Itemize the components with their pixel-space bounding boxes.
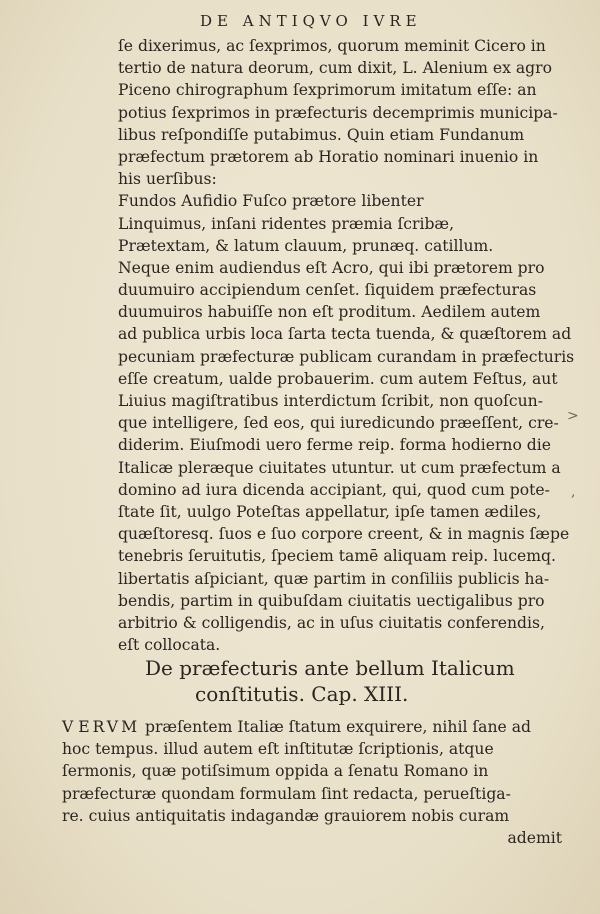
running-head: DE ANTIQVO IVRE (200, 12, 422, 30)
text-line: duumuiros habuiſſe non eſt proditum. Aedilem autem (118, 303, 541, 322)
text-line: eſſe creatum, ualde probauerim. cum autem Feſtus, aut (118, 369, 558, 388)
text-line: que intelligere, ſed eos, qui iuredicundo præeſſent, cre- (118, 414, 559, 433)
text-line: quæſtoresq. ſuos e ſuo corpore creent, & in magnis ſæpe (118, 525, 570, 544)
text-line: Liuius magiſtratibus interdictum ſcribit, non quoſcun- (118, 392, 543, 410)
text-line: præſentem Italiæ ſtatum exquirere, nihil ſane ad (145, 718, 531, 736)
first-line (62, 716, 562, 738)
text-line: re. cuius antiquitatis indagandæ grauiorem nobis curam (62, 806, 510, 825)
chapter-heading-line1: De præfecturis ante bellum Italicum (145, 656, 515, 680)
body-text (118, 35, 575, 656)
text-line: duumuiro accipiendum cenſet. ſiquidem præfecturas (118, 281, 537, 300)
text-line: ad publica urbis loca ſarta tecta tuenda, & quæſtorem ad (118, 325, 572, 344)
text-line: præfecturæ quondam formulam ſint redacta, perueſtiga- (62, 784, 511, 803)
text-line: tertio de natura deorum, cum dixit, L. Alenium ex agro (118, 59, 552, 78)
catchword: ademit (507, 828, 562, 847)
text-line: ſermonis, quæ potiſsimum oppida a ſenatu Romano in (62, 762, 489, 781)
margin-mark: , (571, 484, 576, 500)
chapter-heading-line2: conſtitutis. Cap. XIII. (195, 682, 409, 706)
verse-line: Linquimus, inſani ridentes præmia ſcribæ, (118, 214, 455, 233)
text-line: præfectum prætorem ab Horatio nominari inuenio in (118, 147, 539, 166)
text-line: Piceno chirographum ſexprimorum imitatum eſſe: an (118, 81, 537, 100)
verse-line: Fundos Aufidio Fuſco prætore libenter (118, 192, 424, 211)
text-line: potius ſexprimos in præfecturis decemprimis municipa- (118, 103, 558, 122)
text-line: Neque enim audiendus eſt Acro, qui ibi prætorem pro (118, 258, 545, 277)
verse-line: Prætextam, & latum clauum, prunæq. catillum. (118, 236, 494, 255)
text-line: eſt collocata. (118, 636, 221, 655)
text-line: libus reſpondiſſe putabimus. Quin etiam Fundanum (118, 125, 525, 144)
text-line: pecuniam præfecturæ publicam curandam in præfecturis (118, 347, 575, 366)
text-line: Italicæ pleræque ciuitates utuntur. ut cum præfectum a (118, 458, 561, 477)
text-line: diderim. Eiuſmodi uero ferme reip. forma hodierno die (118, 436, 551, 455)
chapter-text (62, 716, 562, 849)
initial-caps: ERVM (78, 718, 141, 736)
text-line: ſtate ſit, uulgo Poteſtas appellatur, ipſe tamen ædiles, (118, 502, 542, 521)
chapter-heading (145, 655, 545, 707)
text-line: hoc tempus. illud autem eſt inſtitutæ ſcriptionis, atque (62, 740, 494, 759)
text-line: domino ad iura dicenda accipiant, qui, quod cum pote- (118, 480, 550, 499)
text-line: his uerſibus: (118, 170, 217, 189)
text-line: libertatis aſpiciant, quæ partim in conſiliis publicis ha- (118, 569, 550, 588)
text-line: arbitrio & colligendis, ac in uſus ciuitatis conferendis, (118, 613, 545, 632)
initial-letter: V (62, 718, 74, 736)
text-line: bendis, partim in quibuſdam ciuitatis uectigalibus pro (118, 591, 545, 610)
text-line: tenebris ſeruitutis, ſpeciem tamē aliquam reip. lucemq. (118, 547, 556, 566)
margin-mark: > (567, 408, 579, 424)
text-line: ſe dixerimus, ac ſexprimos, quorum meminit Cicero in (118, 37, 546, 55)
